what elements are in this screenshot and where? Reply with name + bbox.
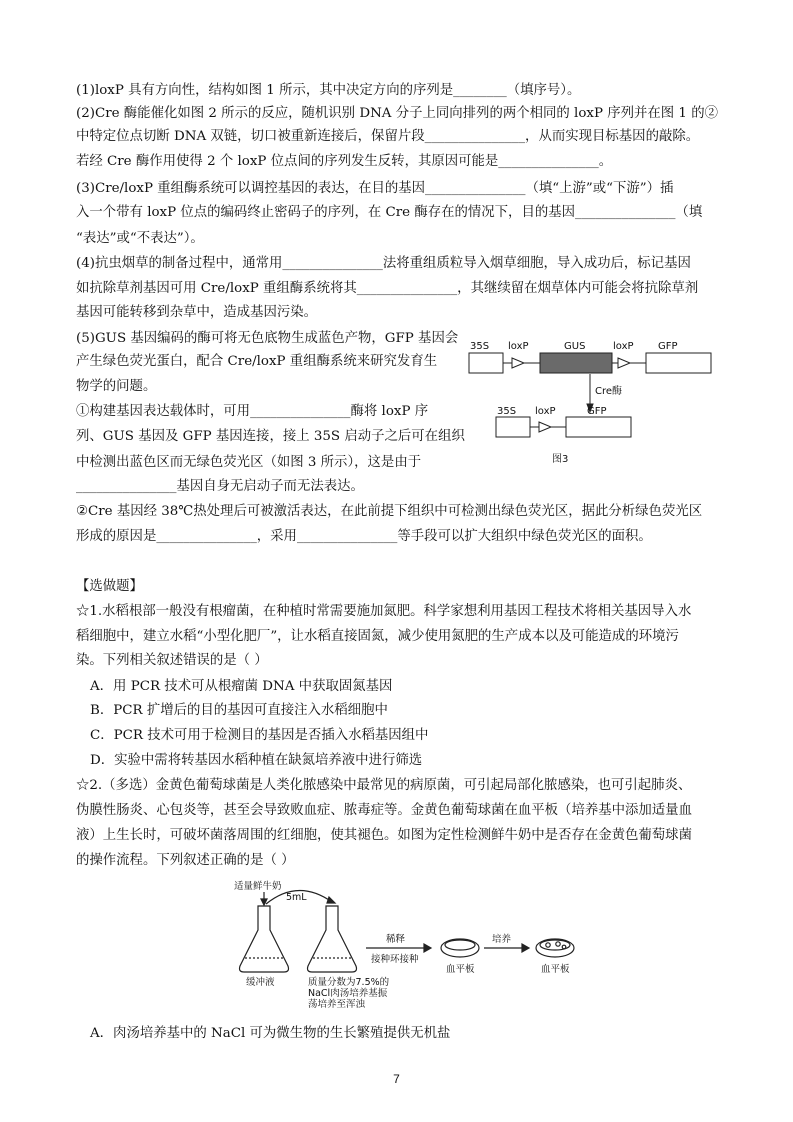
text-line: “表达”或“不表达”）。 bbox=[76, 231, 204, 246]
text-line: 染。下列相关叙述错误的是（ ） bbox=[76, 653, 268, 668]
milk-test-flowchart bbox=[228, 878, 588, 1018]
option-d: D．实验中需将转基因水稻种植在缺氮培养液中进行筛选 bbox=[90, 753, 423, 768]
text-line: 列、GUS 基因及 GFP 基因连接，接上 35S 启动子之后可在组织 bbox=[76, 429, 465, 444]
text-line: _______________基因自身无启动子而无法表达。 bbox=[76, 479, 364, 494]
label-cre-enzyme: Cre酶 bbox=[595, 386, 623, 397]
text-line: ☆1.水稻根部一般没有根瘤菌，在种植时常需要施加氮肥。科学家想利用基因工程技术将相关基因导入水 bbox=[76, 604, 692, 619]
flask-buffer bbox=[240, 906, 289, 972]
figure-caption: 图3 bbox=[552, 454, 569, 465]
gfp-gene-box bbox=[646, 353, 711, 373]
label-medium: NaCl肉汤培养基振 bbox=[308, 988, 388, 999]
section-title: 【选做题】 bbox=[76, 579, 143, 594]
text-line: ①构建基因表达载体时，可用_______________酶将 loxP 序 bbox=[76, 404, 429, 419]
label-milk: 适量鲜牛奶 bbox=[234, 881, 282, 892]
label-loxp: loxP bbox=[613, 341, 634, 352]
option-b: B．PCR 扩增后的目的基因可直接注入水稻细胞中 bbox=[90, 703, 388, 718]
text-line: 的操作流程。下列叙述正确的是（ ） bbox=[76, 853, 295, 868]
loxp-triangle bbox=[618, 358, 630, 368]
text-line: (2)Cre 酶能催化如图 2 所示的反应，随机识别 DNA 分子上同向排列的两个相同的 loxP 序列并在图 1 的② bbox=[76, 106, 718, 121]
text-line: (4)抗虫烟草的制备过程中，通常用_______________法将重组质粒导入烟草细胞，导入成功后，标记基因 bbox=[76, 256, 691, 271]
label-loxp: loxP bbox=[535, 406, 556, 417]
arrow-right-icon bbox=[522, 944, 529, 952]
label-volume: 5mL bbox=[286, 892, 307, 903]
text-line: 稻细胞中，建立水稻“小型化肥厂”，让水稻直接固氮，减少使用氮肥的生产成本以及可能造成的环境污 bbox=[76, 629, 679, 644]
label-35s: 35S bbox=[497, 406, 517, 417]
flask-nacl-medium bbox=[308, 906, 357, 972]
text-line: 入一个带有 loxP 位点的编码终止密码子的序列，在 Cre 酶存在的情况下，目的基因_______________（填 bbox=[76, 205, 703, 220]
promoter-35s-box bbox=[496, 417, 530, 437]
option-a: A．肉汤培养基中的 NaCl 可为微生物的生长繁殖提供无机盐 bbox=[90, 1026, 451, 1041]
label-plate: 血平板 bbox=[541, 964, 570, 975]
text-line: (3)Cre/loxP 重组酶系统可以调控基因的表达，在目的基因_______________（填“上游”或“下游”）插 bbox=[76, 181, 674, 196]
label-culture: 培养 bbox=[492, 934, 512, 945]
text-line: 产生绿色荧光蛋白，配合 Cre/loxP 重组酶系统来研究发育生 bbox=[76, 354, 438, 369]
text-line: 若经 Cre 酶作用使得 2 个 loxP 位点间的序列发生反转，其原因可能是_______________。 bbox=[76, 154, 613, 169]
label-gfp: GFP bbox=[587, 406, 607, 417]
text-line: 如抗除草剂基因可用 Cre/loxP 重组酶系统将其_______________，其继续留在烟草体内可能会将抗除草剂 bbox=[76, 281, 699, 296]
text-line: 基因可能转移到杂草中，造成基因污染。 bbox=[76, 305, 318, 320]
label-buffer: 缓冲液 bbox=[246, 977, 275, 988]
gfp-gene-box bbox=[566, 417, 631, 437]
label-inoculate: 接种环接种 bbox=[371, 954, 419, 965]
label-gus: GUS bbox=[564, 341, 586, 352]
label-gfp: GFP bbox=[658, 341, 678, 352]
label-dilute: 稀释 bbox=[386, 934, 406, 945]
text-line: 伪膜性肠炎、心包炎等，甚至会导致败血症、脓毒症等。金黄色葡萄球菌在血平板（培养基中添加适量血 bbox=[76, 803, 692, 818]
figure-3-diagram bbox=[466, 338, 716, 478]
text-line: (1)loxP 具有方向性，结构如图 1 所示，其中决定方向的序列是________（填序号）。 bbox=[76, 83, 581, 98]
option-a: A．用 PCR 技术可从根瘤菌 DNA 中获取固氮基因 bbox=[90, 679, 393, 694]
text-line: 液）上生长时，可破坏菌落周围的红细胞，使其褪色。如图为定性检测鲜牛奶中是否存在金黄色葡萄球菌 bbox=[76, 828, 692, 843]
text-line: (5)GUS 基因编码的酶可将无色底物生成蓝色产物，GFP 基因会 bbox=[76, 331, 459, 346]
gus-gene-box bbox=[540, 353, 612, 373]
arrow-head-icon bbox=[327, 897, 335, 903]
label-plate: 血平板 bbox=[446, 964, 475, 975]
arrow-right-icon bbox=[424, 944, 431, 952]
promoter-35s-box bbox=[469, 353, 503, 373]
loxp-triangle bbox=[539, 422, 551, 432]
loxp-triangle bbox=[512, 358, 524, 368]
text-line: 中特定位点切断 DNA 双链，切口被重新连接后，保留片段_______________，从而实现目标基因的敲除。 bbox=[76, 129, 700, 144]
text-line: 中检测出蓝色区而无绿色荧光区（如图 3 所示），这是由于 bbox=[76, 455, 422, 470]
text-line: ☆2.（多选）金黄色葡萄球菌是人类化脓感染中最常见的病原菌，可引起局部化脓感染，也可引起肺炎、 bbox=[76, 778, 692, 793]
label-loxp: loxP bbox=[508, 341, 529, 352]
page-number: 7 bbox=[393, 1072, 400, 1086]
label-medium: 荡培养至浑浊 bbox=[308, 999, 366, 1010]
text-line: 物学的问题。 bbox=[76, 379, 157, 394]
text-line: ②Cre 基因经 38℃热处理后可被激活表达，在此前提下组织中可检测出绿色荧光区，据此分析绿色荧光区 bbox=[76, 504, 703, 519]
label-35s: 35S bbox=[470, 341, 490, 352]
text-line: 形成的原因是_______________，采用_______________等手段可以扩大组织中绿色荧光区的面积。 bbox=[76, 529, 652, 544]
label-medium: 质量分数为7.5%的 bbox=[308, 977, 390, 988]
option-c: C．PCR 技术可用于检测目的基因是否插入水稻基因组中 bbox=[90, 728, 429, 743]
